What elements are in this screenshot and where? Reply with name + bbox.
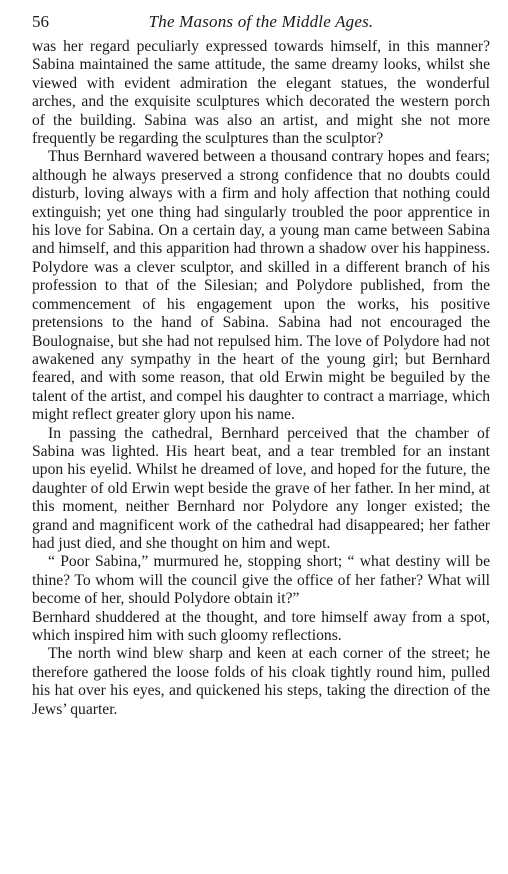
- paragraph: Bernhard shuddered at the thought, and tore himself away from a spot, which inspired him with such gloomy reflections.: [32, 608, 490, 644]
- paragraph: “ Poor Sabina,” murmured he, stopping short; “ what destiny will be thine? To whom will the council give the office of her father? What will become of her, should Polydore obtain it?”: [32, 553, 490, 608]
- running-title: The Masons of the Middle Ages.: [148, 12, 374, 31]
- paragraph: Thus Bernhard wavered between a thousand contrary hopes and fears; although he always preserved a strong confidence that no doubts could disturb, loving always with a firm and holy affection that nothing could extinguish; yet one thing had singularly troubled the poor apprentice in his love for Sabina. On a certain day, a young man came between Sabina and himself, and this apparition had thrown a shadow over his happiness. Polydore was a clever sculptor, and skilled in a different branch of his profession to that of the Silesian; and Polydore published, from the commencement of his engagement upon the works, his positive pretensions to the hand of Sabina. Sabina had not encouraged the Boulognaise, but she had not repulsed him. The love of Polydore had not awakened any sympathy in the heart of the young girl; but Bernhard feared, and with some reason, that old Erwin might be beguiled by the talent of the artist, and compel his daughter to contract a marriage, which might reflect greater glory upon his name.: [32, 148, 490, 424]
- paragraph: The north wind blew sharp and keen at each corner of the street; he therefore gathered the loose folds of his cloak tightly round him, pulled his hat over his eyes, and quickened his steps, taking the direction of the Jews’ quarter.: [32, 645, 490, 718]
- page-header: [32, 10, 490, 34]
- paragraph: In passing the cathedral, Bernhard perceived that the chamber of Sabina was lighted. His heart beat, and a tear trembled for an instant upon his eyelid. Whilst he dreamed of love, and hoped for the future, the daughter of old Erwin wept beside the grave of her father. In her mind, at this moment, neither Bernhard nor Polydore any longer existed; the grand and magnificent work of the cathedral had disappeared; her father had just died, and she thought on him and wept.: [32, 424, 490, 552]
- paragraph: was her regard peculiarly expressed towards himself, in this manner? Sabina maintained the same attitude, the same dreamy looks, whilst she viewed with evident admiration the elegant statues, the wonderful arches, and the exquisite sculptures which decorated the western porch of the building. Sabina was also an artist, and might she not more frequently be regarding the sculptures than the sculptor?: [32, 38, 490, 148]
- page-number: 56: [32, 12, 49, 31]
- body-text: [32, 38, 490, 719]
